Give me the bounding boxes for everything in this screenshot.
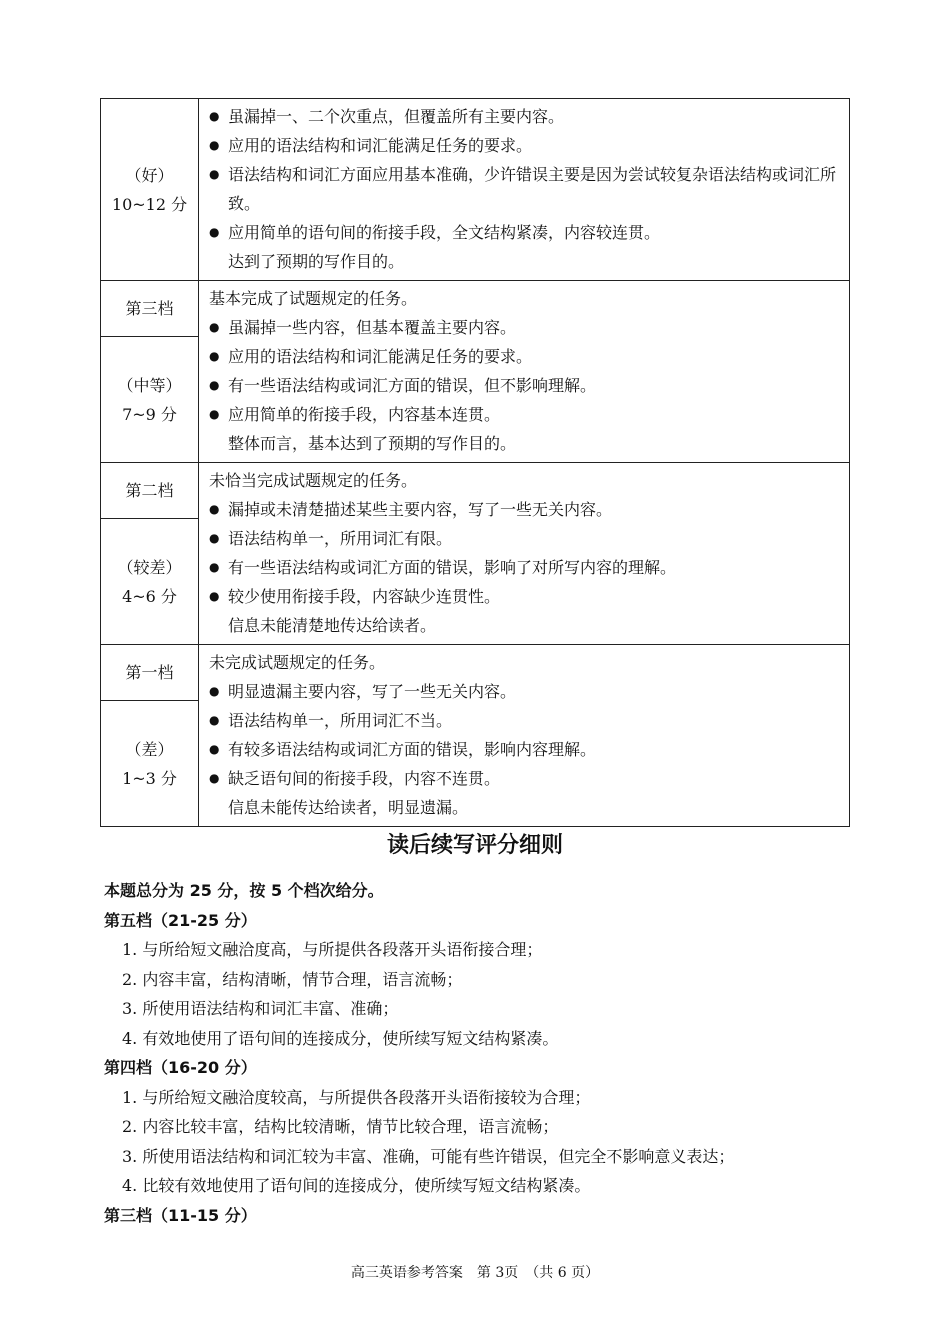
level-title: 第四档（16-20 分） [104,1058,257,1077]
band-cell [101,337,199,463]
rule-item: 4. 有效地使用了语句间的连接成分，使所续写短文结构紧凑。 [122,1028,559,1048]
bullet-icon: ● [209,320,220,334]
bullet-icon: ● [209,378,220,392]
level-name: 第一档 [101,645,199,701]
criteria-line: ● 有较多语法结构或词汇方面的错误，影响内容理解。 [209,735,841,764]
band-label: （差） [125,739,174,759]
criteria-summary: 达到了预期的写作目的。 [228,252,405,271]
rules-intro: 本题总分为 25 分，按 5 个档次给分。 [104,881,384,900]
criteria-line: ● 较少使用衔接手段，内容缺少连贯性。 [209,582,841,611]
criteria-line: ● 明显遗漏主要内容，写了一些无关内容。 [209,677,841,706]
bullet-icon: ● [209,742,220,756]
table-row-good [101,99,850,281]
bullet-icon: ● [209,684,220,698]
criteria-line: ● 虽漏掉一些内容，但基本覆盖主要内容。 [209,313,841,342]
table-row-level1-header [101,645,850,701]
bullet-icon: ● [209,407,220,421]
rule-item: 2. 内容比较丰富，结构比较清晰，情节比较合理，语言流畅； [122,1117,559,1136]
level-title: 第五档（21-25 分） [104,910,257,930]
rule-item: 4. 比较有效地使用了语句间的连接成分，使所续写短文结构紧凑。 [122,1176,591,1195]
criteria-summary: 信息未能传达给读者，明显遗漏。 [228,798,469,817]
criteria-line: ● 应用简单的衔接手段，内容基本连贯。 [209,400,841,429]
criteria-line: ● 缺乏语句间的衔接手段，内容不连贯。 [209,764,841,793]
band-label: （好） [125,165,174,185]
band-score: 7~9 分 [122,404,177,424]
criteria-line: ● 应用简单的语句间的衔接手段，全文结构紧凑，内容较连贯。 [209,218,841,247]
band-cell [101,701,199,827]
band-score: 4~6 分 [122,586,177,606]
band-score: 1~3 分 [122,768,177,788]
criteria-heading: 未恰当完成试题规定的任务。 [209,471,418,490]
band-score: 10~12 分 [111,194,188,214]
bullet-icon: ● [209,502,220,516]
rule-item: 3. 所使用语法结构和词汇丰富、准确； [122,999,399,1018]
criteria-summary: 信息未能清楚地传达给读者。 [228,616,437,635]
criteria-line: ● 语法结构单一，所用词汇不当。 [209,706,841,735]
bullet-icon: ● [209,167,220,181]
criteria-cell [199,645,850,827]
criteria-cell [199,281,850,463]
bullet-icon: ● [209,560,220,574]
bullet-icon: ● [209,713,220,727]
bullet-icon: ● [209,138,220,152]
rule-item: 1. 与所给短文融洽度较高，与所提供各段落开头语衔接较为合理； [122,1087,591,1107]
page-footer: 高三英语参考答案 第 3页 （共 6 页） [350,1265,600,1281]
rule-item: 3. 所使用语法结构和词汇较为丰富、准确，可能有些许错误，但完全不影响意义表达； [122,1146,735,1166]
criteria-line: ● 有一些语法结构或词汇方面的错误，但不影响理解。 [209,371,841,400]
level-title: 第三档（11-15 分） [104,1205,257,1225]
criteria-summary: 整体而言，基本达到了预期的写作目的。 [228,434,517,453]
rule-item: 1. 与所给短文融洽度高，与所提供各段落开头语衔接合理； [122,940,543,959]
criteria-line: ● 虽漏掉一、二个次重点，但覆盖所有主要内容。 [209,102,841,131]
grading-table [100,98,850,827]
band-cell [101,519,199,645]
criteria-line: ● 语法结构单一，所用词汇有限。 [209,524,841,553]
criteria-line: ● 有一些语法结构或词汇方面的错误，影响了对所写内容的理解。 [209,553,841,582]
level-name: 第二档 [101,463,199,519]
bullet-icon: ● [209,225,220,239]
criteria-heading: 未完成试题规定的任务。 [209,653,386,672]
level-name: 第三档 [101,281,199,337]
criteria-heading: 基本完成了试题规定的任务。 [209,289,418,308]
band-label: （中等） [117,375,182,395]
bullet-icon: ● [209,771,220,785]
scoring-rules [104,876,884,1230]
table-row-level3-header [101,281,850,337]
bullet-icon: ● [209,589,220,603]
criteria-line: ● 应用的语法结构和词汇能满足任务的要求。 [209,131,841,160]
band-label: （较差） [117,557,182,577]
bullet-icon: ● [209,531,220,545]
criteria-line: ● 语法结构和词汇方面应用基本准确，少许错误主要是因为尝试较复杂语法结构或词汇所致。 [209,160,841,218]
table-row-level2-header [101,463,850,519]
criteria-line: ● 应用的语法结构和词汇能满足任务的要求。 [209,342,841,371]
bullet-icon: ● [209,109,220,123]
criteria-cell [199,99,850,281]
criteria-cell [199,463,850,645]
criteria-line: ● 漏掉或未清楚描述某些主要内容，写了一些无关内容。 [209,495,841,524]
section-title: 读后续写评分细则 [386,833,563,858]
bullet-icon: ● [209,349,220,363]
rule-item: 2. 内容丰富，结构清晰，情节合理，语言流畅； [122,969,463,989]
band-cell [101,99,199,281]
